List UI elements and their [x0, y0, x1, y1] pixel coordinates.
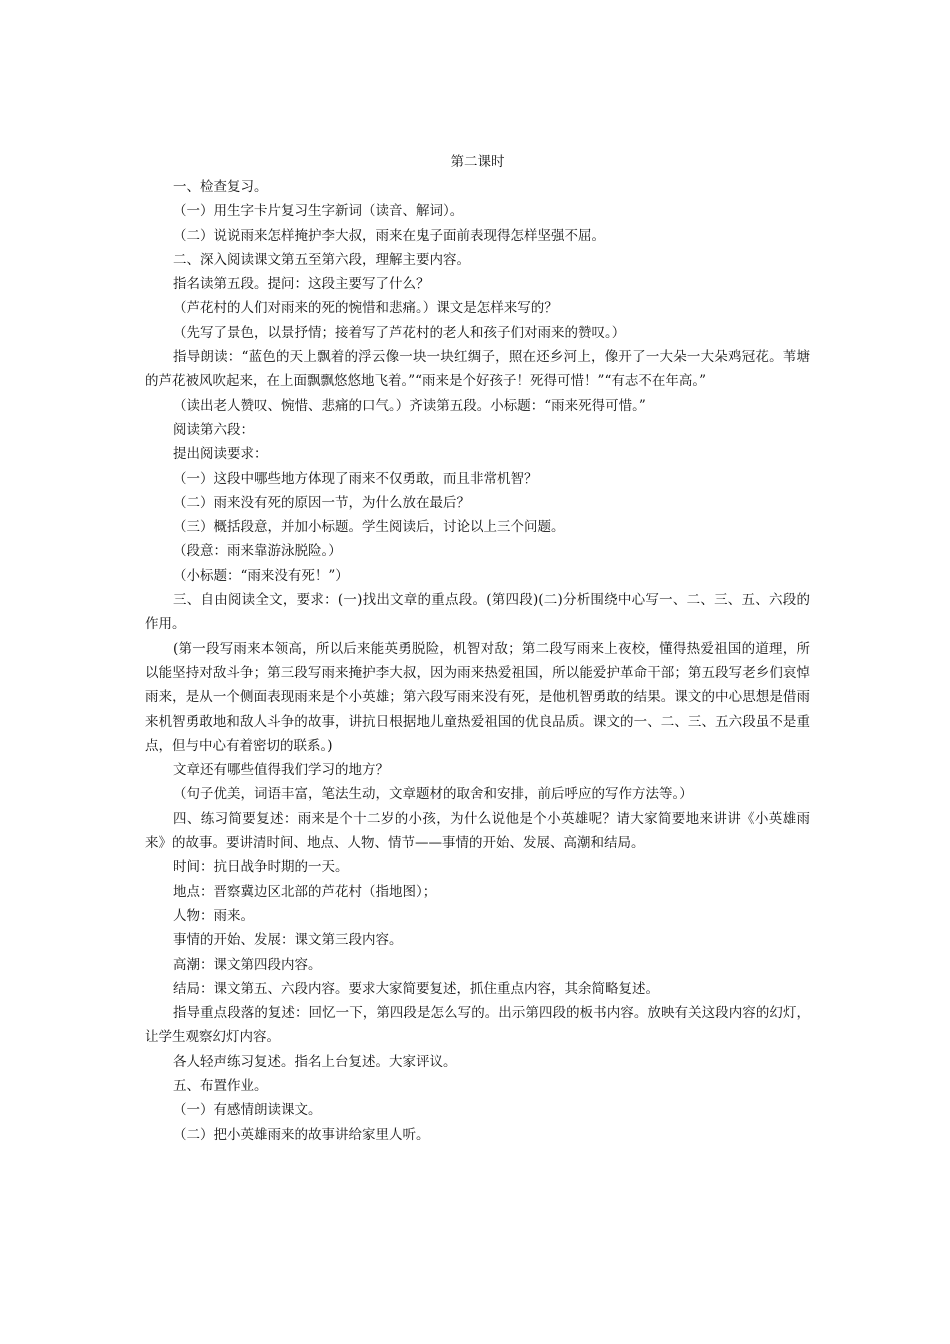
review-item-1: （一）用生字卡片复习生字新词（读音、解词）。 — [173, 203, 464, 220]
heading-review: 一、检查复习。 — [173, 179, 268, 195]
paragraph: （芦花村的人们对雨来的死的惋惜和悲痛。）课文是怎样来写的？ — [173, 300, 558, 317]
story-place: 地点：晋察冀边区北部的芦花村（指地图）； — [173, 883, 437, 900]
paragraph: 提出阅读要求： — [173, 446, 268, 463]
paragraph: 阅读第六段： — [173, 421, 254, 438]
reading-guidance: 指导朗读：“蓝色的天上飘着的浮云像一块一块红绸子，照在还乡河上，像开了一大朵一大朵鸡冠花。苇塘的芦花被风吹起来，在上面飘飘悠悠地飞着。”“雨来是个好孩子！死得可惜！”“有志不在年高。” — [145, 349, 810, 390]
paragraph: 文章还有哪些值得我们学习的地方？ — [173, 762, 389, 779]
story-beginning: 事情的开始、发展：课文第三段内容。 — [173, 932, 403, 949]
analysis-paragraph: (第一段写雨来本领高，所以后来能英勇脱险，机智对敌；第二段写雨来上夜校，懂得热爱祖国的道理，所以能坚持对敌斗争；第三段写雨来掩护李大叔，因为雨来热爱祖国，所以能爱护革命干部；第五段写老乡们哀悼雨来，是从一个侧面表现雨来是个小英雄；第六段写雨来没有死，是他机智勇敢的结果。课文的中心思想是借雨来机智勇敢地和敌人斗争的故事，讲抗日根据地儿童热爱祖国的优良品质。课文的一、二、三、五六段虽不是重点，但与中心有着密切的联系。) — [145, 640, 810, 754]
heading-retelling: 四、练习简要复述：雨来是个十二岁的小孩，为什么说他是个小英雄呢？请大家简要地来讲讲《小英雄雨来》的故事。要讲清时间、地点、人物、情节——事情的开始、发展、高潮和结局。 — [145, 810, 810, 852]
story-time: 时间：抗日战争时期的一天。 — [173, 859, 349, 876]
homework-item-2: （二）把小英雄雨来的故事讲给家里人听。 — [173, 1126, 430, 1143]
story-climax: 高潮：课文第四段内容。 — [173, 956, 322, 973]
paragraph: 指名读第五段。提问：这段主要写了什么？ — [173, 276, 430, 293]
story-ending: 结局：课文第五、六段内容。要求大家简要复述，抓住重点内容，其余简略复述。 — [173, 980, 659, 997]
paragraph: （先写了景色，以景抒情；接着写了芦花村的老人和孩子们对雨来的赞叹。） — [173, 324, 626, 341]
heading-homework: 五、布置作业。 — [173, 1077, 268, 1094]
heading-free-reading: 三、自由阅读全文，要求：(一)找出文章的重点段。(第四段)(二)分析围绕中心写一、二、三、五、六段的作用。 — [145, 592, 810, 633]
story-character: 人物：雨来。 — [173, 907, 254, 924]
heading-deep-reading: 二、深入阅读课文第五至第六段，理解主要内容。 — [173, 251, 470, 268]
paragraph: （句子优美，词语丰富，笔法生动，文章题材的取舍和安排，前后呼应的写作方法等。） — [173, 786, 693, 803]
reading-requirement-3: （三）概括段意，并加小标题。学生阅读后，讨论以上三个问题。 — [173, 519, 565, 536]
document-body — [145, 150, 810, 1147]
reading-requirement-2: （二）雨来没有死的原因一节，为什么放在最后？ — [173, 494, 470, 511]
paragraph: 各人轻声练习复述。指名上台复述。大家评议。 — [173, 1053, 457, 1070]
paragraph: （段意：雨来靠游泳脱险。） — [173, 543, 342, 560]
homework-item-1: （一）有感情朗读课文。 — [173, 1102, 322, 1119]
paragraph: 指导重点段落的复述：回忆一下，第四段是怎么写的。出示第四段的板书内容。放映有关这段内容的幻灯，让学生观察幻灯内容。 — [145, 1005, 810, 1046]
paragraph: （小标题：“雨来没有死！”） — [173, 567, 349, 584]
paragraph: （读出老人赞叹、惋惜、悲痛的口气。）齐读第五段。小标题：“雨来死得可惜。” — [173, 397, 646, 414]
review-item-2: （二）说说雨来怎样掩护李大叔，雨来在鬼子面前表现得怎样坚强不屈。 — [173, 227, 605, 244]
reading-requirement-1: （一）这段中哪些地方体现了雨来不仅勇敢，而且非常机智？ — [173, 470, 538, 487]
lesson-title: 第二课时 — [450, 154, 505, 170]
